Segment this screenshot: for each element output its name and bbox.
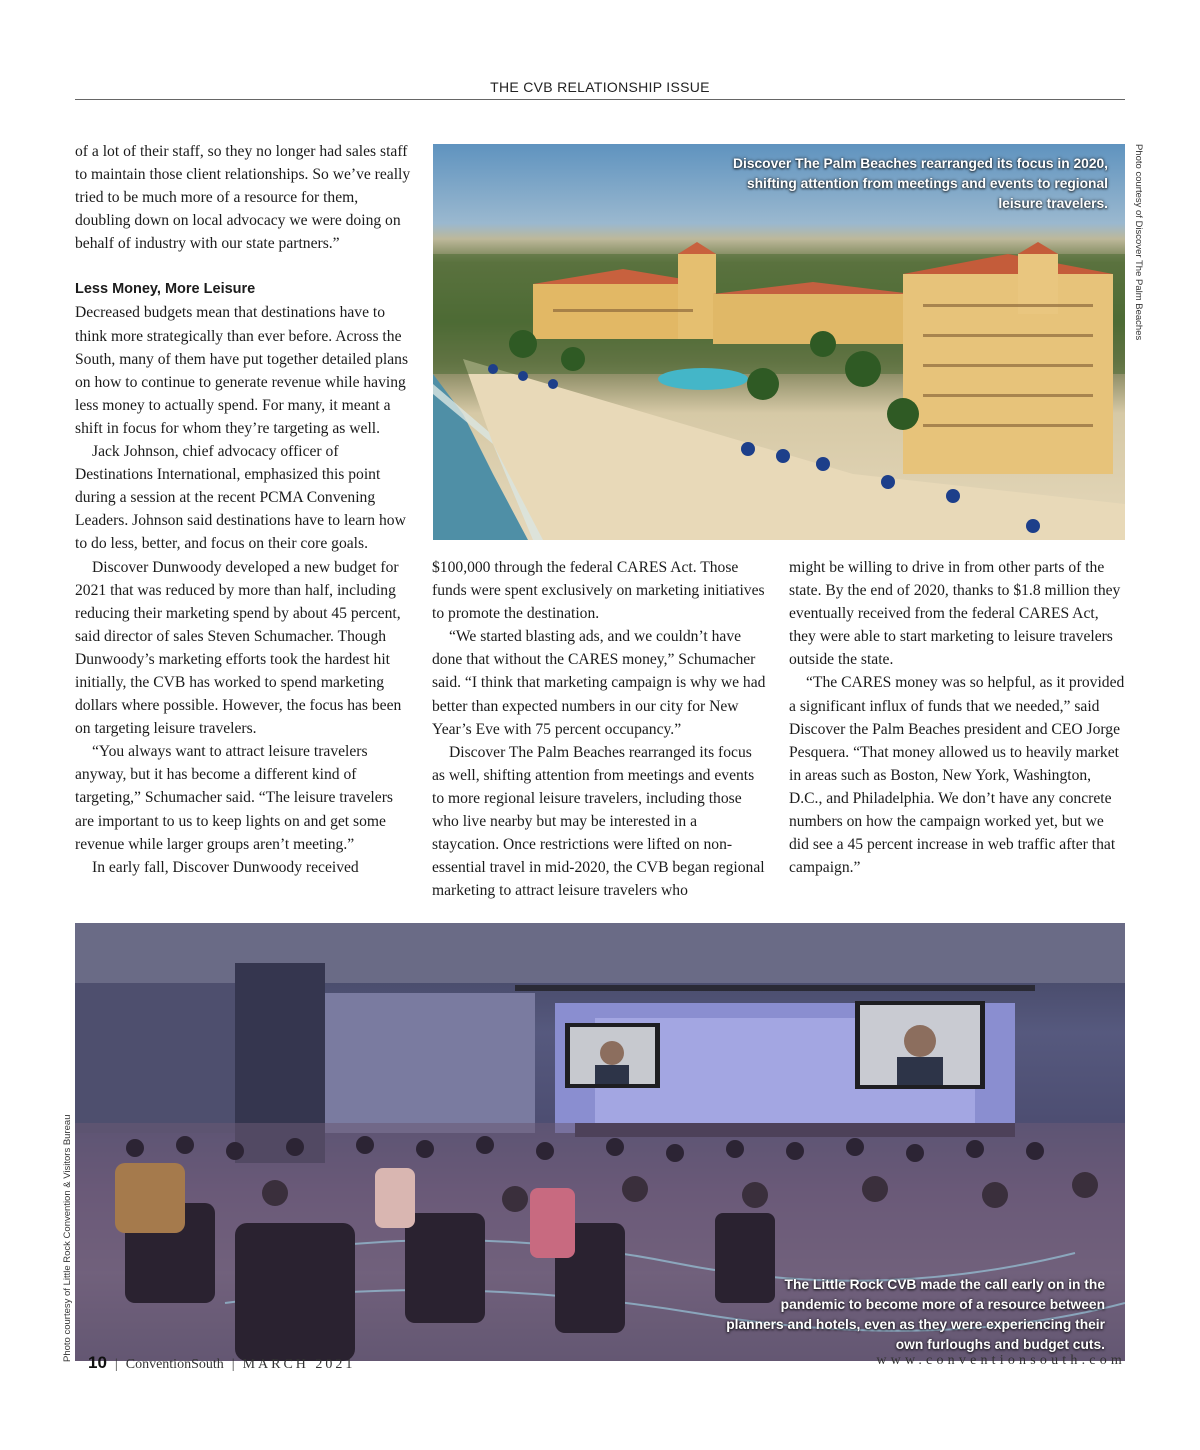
paragraph: Jack Johnson, chief advocacy officer of Destinations International, emphasized this point during a session at the recent PCMA Convening Leaders. Johnson said destinations have to learn how to do less, better, and focus on their core goals.: [75, 443, 406, 553]
paragraph: Decreased budgets mean that destinations have to think more strategically than ever before. Across the South, many of them have put together detailed plans on how to continue to generate revenue while having less money to actually spend. For many, it meant a shift in focus for whom they’re targeting as well.: [75, 304, 409, 437]
footer-separator: |: [231, 1357, 235, 1372]
page-number: 10: [88, 1353, 107, 1372]
article-column-2: [432, 556, 768, 902]
paragraph: In early fall, Discover Dunwoody received: [92, 858, 359, 876]
article-column-3: [789, 556, 1125, 879]
paragraph: “You always want to attract leisure travelers anyway, but it has become a different kind of targeting,” Schumacher said. “The leisure travelers are important to us to keep lights on and get some revenue while larger groups aren’t meeting.”: [75, 743, 393, 853]
photo-credit: Photo courtesy of Discover The Palm Beaches: [1133, 144, 1144, 341]
paragraph: “We started blasting ads, and we couldn’t have done that without the CARES money,” Schumacher said. “I think that marketing campaign is why we had better than expected numbers in our city for New Year’s Eve with 75 percent occupancy.”: [432, 628, 766, 738]
header-title: THE CVB RELATIONSHIP ISSUE: [490, 79, 710, 95]
photo-credit: Photo courtesy of Little Rock Convention & Visitors Bureau: [62, 1114, 73, 1362]
paragraph: $100,000 through the federal CARES Act. Those funds were spent exclusively on marketing initiatives to promote the destination.: [432, 559, 765, 623]
conference-hall-photo: [75, 923, 1125, 1361]
section-heading: Less Money, More Leisure: [75, 281, 256, 298]
palm-beaches-resort-photo: [433, 144, 1125, 540]
photo-caption: The Little Rock CVB made the call early on in the pandemic to become more of a resource between planners and hotels, even as they were experiencing their own furloughs and budget cuts.: [726, 1277, 1105, 1352]
issue-date: MARCH 2021: [242, 1357, 356, 1372]
paragraph: Discover The Palm Beaches rearranged its focus as well, shifting attention from meetings and events to more regional leisure travelers, including those who live nearby but may be interested in a staycation. Once restrictions were lifted on non-essential travel in mid-2020, the CVB began regional marketing to attract leisure travelers who: [432, 743, 765, 900]
footer-website: www.conventionsouth.com: [876, 1353, 1126, 1368]
footer-page-info: [88, 1353, 355, 1373]
paragraph: might be willing to drive in from other parts of the state. By the end of 2020, thanks to $1.8 million they eventually received from the federal CARES Act, they were able to start marketing to leisure travelers outside the state.: [789, 559, 1121, 669]
magazine-name: ConventionSouth: [125, 1357, 224, 1372]
paragraph: of a lot of their staff, so they no longer had sales staff to maintain those client relationships. So we’ve really tried to be much more of a resource for them, doubling down on local advocacy we were doing on behalf of industry with our state partners.”: [75, 143, 411, 253]
paragraph: “The CARES money was so helpful, as it provided a significant influx of funds that we needed,” said Discover the Palm Beaches president and CEO Jorge Pesquera. “That money allowed us to heavily market in areas such as Boston, New York, Washington, D.C., and Philadelphia. We don’t have any concrete numbers on how the campaign worked yet, but we did see a 45 percent increase in web traffic after that campaign.”: [789, 674, 1125, 877]
paragraph: Discover Dunwoody developed a new budget for 2021 that was reduced by more than half, including reducing their marketing spend by about 45 percent, said director of sales Steven Schumacher. Though Dunwoody’s marketing efforts took the hardest hit initially, the CVB has worked to spend marketing dollars where possible. However, the focus has been on targeting leisure travelers.: [75, 558, 402, 738]
photo-caption: Discover The Palm Beaches rearranged its focus in 2020, shifting attention from meetings and events to regional leisure travelers.: [733, 156, 1108, 211]
running-header: [75, 79, 1125, 100]
article-column-1: [75, 140, 411, 879]
footer-separator: |: [114, 1357, 118, 1372]
